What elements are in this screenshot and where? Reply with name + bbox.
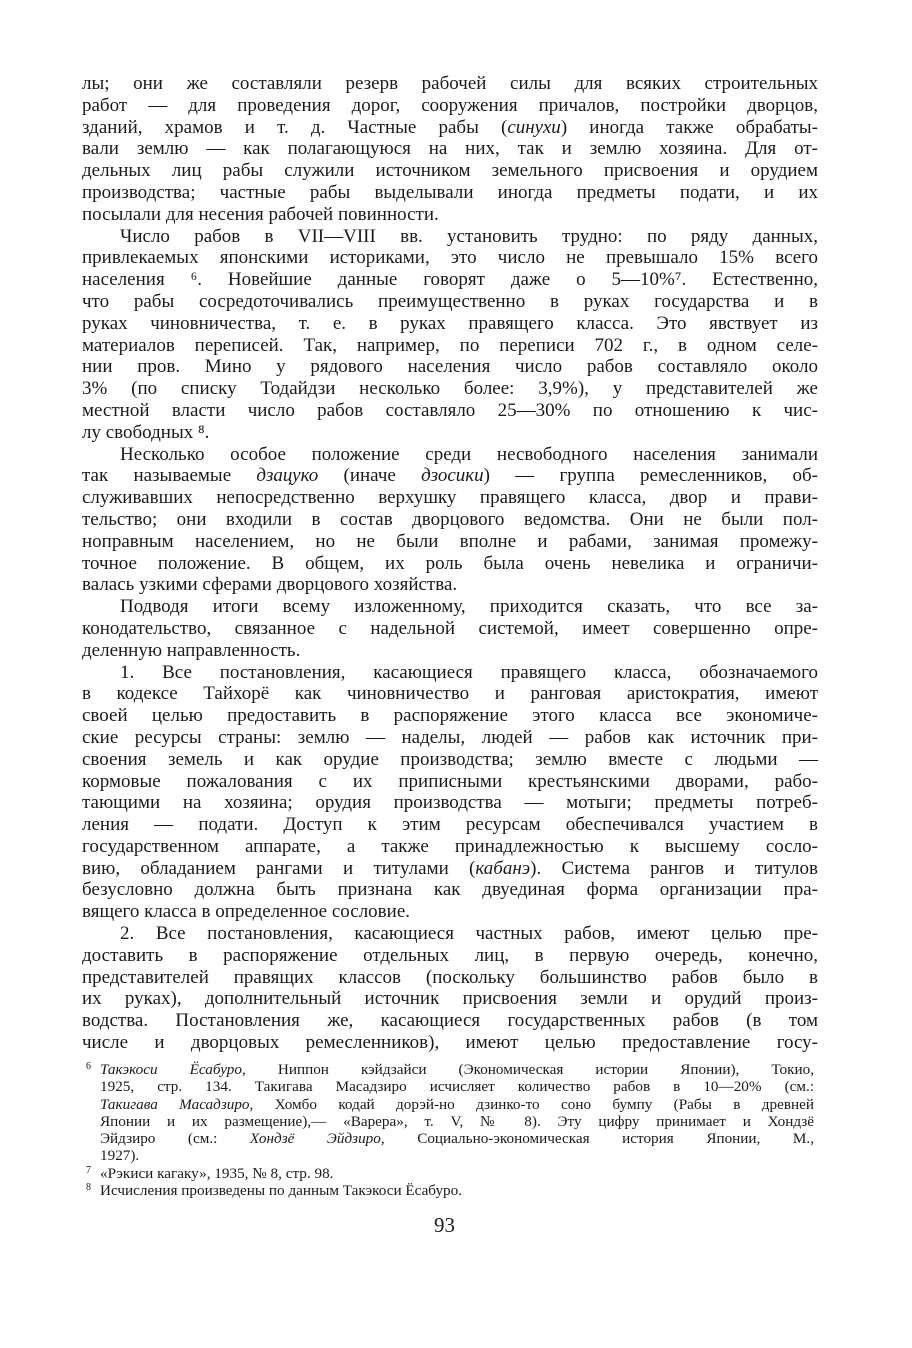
text-segment: тающими на хозяина; орудия производства — мотыги; предметы потреб-	[82, 792, 818, 814]
text-segment: что рабы сосредоточивались преимущественно в руках государства и в	[82, 290, 818, 312]
text-line	[82, 269, 818, 291]
footnote	[86, 1061, 814, 1165]
text-segment: населения ⁶. Новейшие данные говорят даже о 5—10%⁷. Естественно,	[82, 269, 818, 291]
paragraph	[82, 923, 818, 1054]
text-line	[82, 596, 818, 618]
italic-term: Хондзё Эйдзиро	[249, 1130, 381, 1148]
text-segment: ) иногда также обрабаты-	[560, 116, 819, 138]
text-line	[82, 509, 818, 531]
text-line	[82, 901, 818, 923]
italic-term: дзацуко	[256, 465, 319, 487]
text-segment: ). Система рангов и титулов	[530, 857, 818, 879]
text-segment: местной власти число рабов составляло 25—30% по отношению к чис-	[82, 399, 818, 421]
text-line	[82, 422, 818, 444]
text-line	[82, 749, 818, 771]
text-segment: материалов переписей. Так, например, по переписи 702 г., в одном селе-	[82, 334, 818, 356]
text-line	[82, 836, 818, 858]
text-line	[82, 574, 818, 596]
text-segment: вию, обладанием рангами и титулами (	[82, 857, 476, 879]
footnote-line	[86, 1130, 814, 1147]
text-segment: , Социально-экономическая история Японии, М.,	[380, 1130, 814, 1148]
footnote-line	[86, 1147, 814, 1164]
text-segment: «Рэкиси кагаку», 1935, № 8, стр. 98.	[100, 1164, 334, 1182]
text-segment: (иначе	[318, 465, 422, 487]
text-line	[82, 378, 818, 400]
text-segment: служивавших непосредственно верхушку правящего класса, двор и прави-	[82, 487, 818, 509]
text-line	[82, 531, 818, 553]
text-segment: их руках), дополнительный источник присвоения земли и орудий произ-	[82, 988, 818, 1010]
text-line	[82, 247, 818, 269]
text-segment: конодательство, связанное с надельной системой, имеет совершенно опре-	[82, 617, 818, 639]
text-line	[82, 618, 818, 640]
text-line	[82, 792, 818, 814]
text-segment: работ — для проведения дорог, сооружения причалов, постройки дворцов,	[82, 94, 818, 116]
text-segment: представителей правящих классов (поскольку большинство рабов было в	[82, 966, 818, 988]
text-segment: точное положение. В общем, их роль была очень невелика и ограничи-	[82, 552, 818, 574]
text-segment: деленную направленность.	[82, 639, 301, 661]
text-segment: числе и дворцовых ремесленников), имеют целью предоставление госу-	[82, 1032, 818, 1054]
page-number: 93	[434, 1213, 455, 1237]
text-line	[82, 117, 818, 139]
footnote-number: 8	[86, 1182, 91, 1194]
text-line	[82, 771, 818, 793]
italic-term: синухи	[507, 116, 561, 138]
text-line	[82, 683, 818, 705]
text-segment: ) — группа ремесленников, об-	[483, 465, 818, 487]
text-segment: безусловно должна быть признана как двуединая форма организации пра-	[82, 879, 818, 901]
text-segment: руках чиновничества, т. е. в руках правящего класса. Это явствует из	[82, 312, 818, 334]
text-line	[82, 879, 818, 901]
text-segment: 3% (по списку Тодайдзи несколько более: 3,9%), у представителей же	[82, 378, 818, 400]
text-line	[82, 923, 818, 945]
text-segment: вали землю — как полагающуюся на них, так и землю хозяина. Для от-	[82, 138, 818, 160]
text-segment: государственном аппарате, а также принадлежностью к высшему сосло-	[82, 835, 818, 857]
text-line	[82, 705, 818, 727]
text-line	[82, 138, 818, 160]
text-line	[82, 204, 818, 226]
text-line	[82, 967, 818, 989]
text-segment: 2. Все постановления, касающиеся частных рабов, имеют целью пре-	[120, 923, 818, 945]
footnote	[86, 1165, 814, 1182]
text-line	[82, 988, 818, 1010]
footnote-line	[86, 1113, 814, 1130]
text-segment: зданий, храмов и т. д. Частные рабы (	[82, 116, 508, 138]
text-line	[82, 444, 818, 466]
footnote-number: 7	[86, 1164, 91, 1176]
paragraph	[82, 444, 818, 597]
text-segment: валась узкими сферами дворцового хозяйства.	[82, 574, 458, 596]
text-line	[82, 182, 818, 204]
body-text	[82, 73, 818, 1054]
text-segment: водства. Постановления же, касающиеся государственных рабов (в том	[82, 1010, 818, 1032]
text-segment: посылали для несения рабочей повинности.	[82, 203, 439, 225]
text-segment: Число рабов в VII—VIII вв. установить трудно: по ряду данных,	[120, 225, 818, 247]
text-line	[82, 335, 818, 357]
text-segment: кормовые пожалования с их приписными крестьянскими дворами, рабо-	[82, 770, 818, 792]
paragraph	[82, 662, 818, 924]
footnote-line	[86, 1096, 814, 1113]
text-segment: дельных лиц рабы служили источником земельного присвоения и орудием	[82, 160, 818, 182]
footnotes	[86, 1061, 814, 1199]
footnote-line	[86, 1061, 814, 1078]
text-line	[82, 662, 818, 684]
text-segment: 1. Все постановления, касающиеся правящего класса, обозначаемого	[120, 661, 818, 683]
text-line	[82, 160, 818, 182]
italic-term: Такигава Масадзиро	[100, 1095, 250, 1113]
text-segment: так называемые	[82, 465, 257, 487]
text-segment: , Ниппон кэйдзайси (Экономическая истории Японии), Токио,	[242, 1061, 814, 1078]
footnote-number: 6	[86, 1061, 91, 1072]
text-line	[82, 73, 818, 95]
paragraph	[82, 226, 818, 444]
text-line	[82, 313, 818, 335]
paragraph	[82, 73, 818, 226]
text-line	[82, 1032, 818, 1054]
footnote-line	[86, 1182, 814, 1199]
text-line	[82, 1010, 818, 1032]
text-segment: своей целью предоставить в распоряжение этого класса все экономиче-	[82, 705, 818, 727]
paragraph	[82, 596, 818, 661]
text-segment: ские ресурсы страны: землю — наделы, людей — рабов как источник при-	[82, 726, 818, 748]
text-segment: Эйдзиро (см.:	[100, 1130, 250, 1148]
text-segment: производства; частные рабы выделывали иногда предметы подати, и их	[82, 181, 818, 203]
text-line	[82, 553, 818, 575]
text-segment: , Хомбо кодай дорэй-но дзинко-то соно бумпу (Рабы в древней	[249, 1095, 814, 1113]
text-line	[82, 727, 818, 749]
text-segment: лу свободных ⁸.	[82, 421, 210, 443]
footnote	[86, 1182, 814, 1199]
text-line	[82, 95, 818, 117]
text-segment: своения земель и как орудие производства; землю вместе с людьми —	[82, 748, 818, 770]
text-segment: Подводя итоги всему изложенному, приходится сказать, что все за-	[120, 596, 818, 618]
text-segment: в кодексе Тайхорё как чиновничество и ранговая аристократия, имеют	[82, 683, 818, 705]
text-line	[82, 356, 818, 378]
text-segment: Японии и их размещение),— «Варера», т. V, № 8). Эту цифру принимает и Хондзё	[100, 1112, 814, 1130]
italic-term: кабанэ	[475, 857, 531, 879]
footnote-line	[86, 1165, 814, 1182]
text-segment: ления — подати. Доступ к этим ресурсам обеспечивался участием в	[82, 814, 818, 836]
text-line	[82, 400, 818, 422]
text-segment: доставить в распоряжение отдельных лиц, в первую очередь, конечно,	[82, 944, 818, 966]
text-segment: вящего класса в определенное сословие.	[82, 901, 411, 923]
footnote-line	[86, 1078, 814, 1095]
text-segment: тельство; они входили в состав дворцового ведомства. Они не были пол-	[82, 508, 818, 530]
text-segment: лы; они же составляли резерв рабочей силы для всяких строительных	[82, 73, 818, 94]
text-line	[82, 226, 818, 248]
text-line	[82, 640, 818, 662]
text-line	[82, 945, 818, 967]
text-line	[82, 465, 818, 487]
text-line	[82, 291, 818, 313]
text-line	[82, 858, 818, 880]
text-segment: 1925, стр. 134. Такигава Масадзиро исчисляет количество рабов в 10—20% (см.:	[100, 1078, 814, 1096]
italic-term: дзосики	[421, 465, 484, 487]
text-line	[82, 487, 818, 509]
text-segment: ноправным населением, но не были вполне и рабами, занимая промежу-	[82, 530, 818, 552]
text-segment: Несколько особое положение среди несвободного населения занимали	[120, 443, 818, 465]
text-segment: 1927).	[100, 1147, 140, 1165]
italic-term: Такэкоси Ёсабуро	[100, 1061, 242, 1078]
text-line	[82, 814, 818, 836]
text-segment: привлекаемых японскими историками, это число не превышало 15% всего	[82, 247, 818, 269]
text-segment: Исчисления произведены по данным Такэкоси Ёсабуро.	[100, 1182, 463, 1200]
text-segment: нии пров. Мино у рядового населения число рабов составляло около	[82, 356, 818, 378]
